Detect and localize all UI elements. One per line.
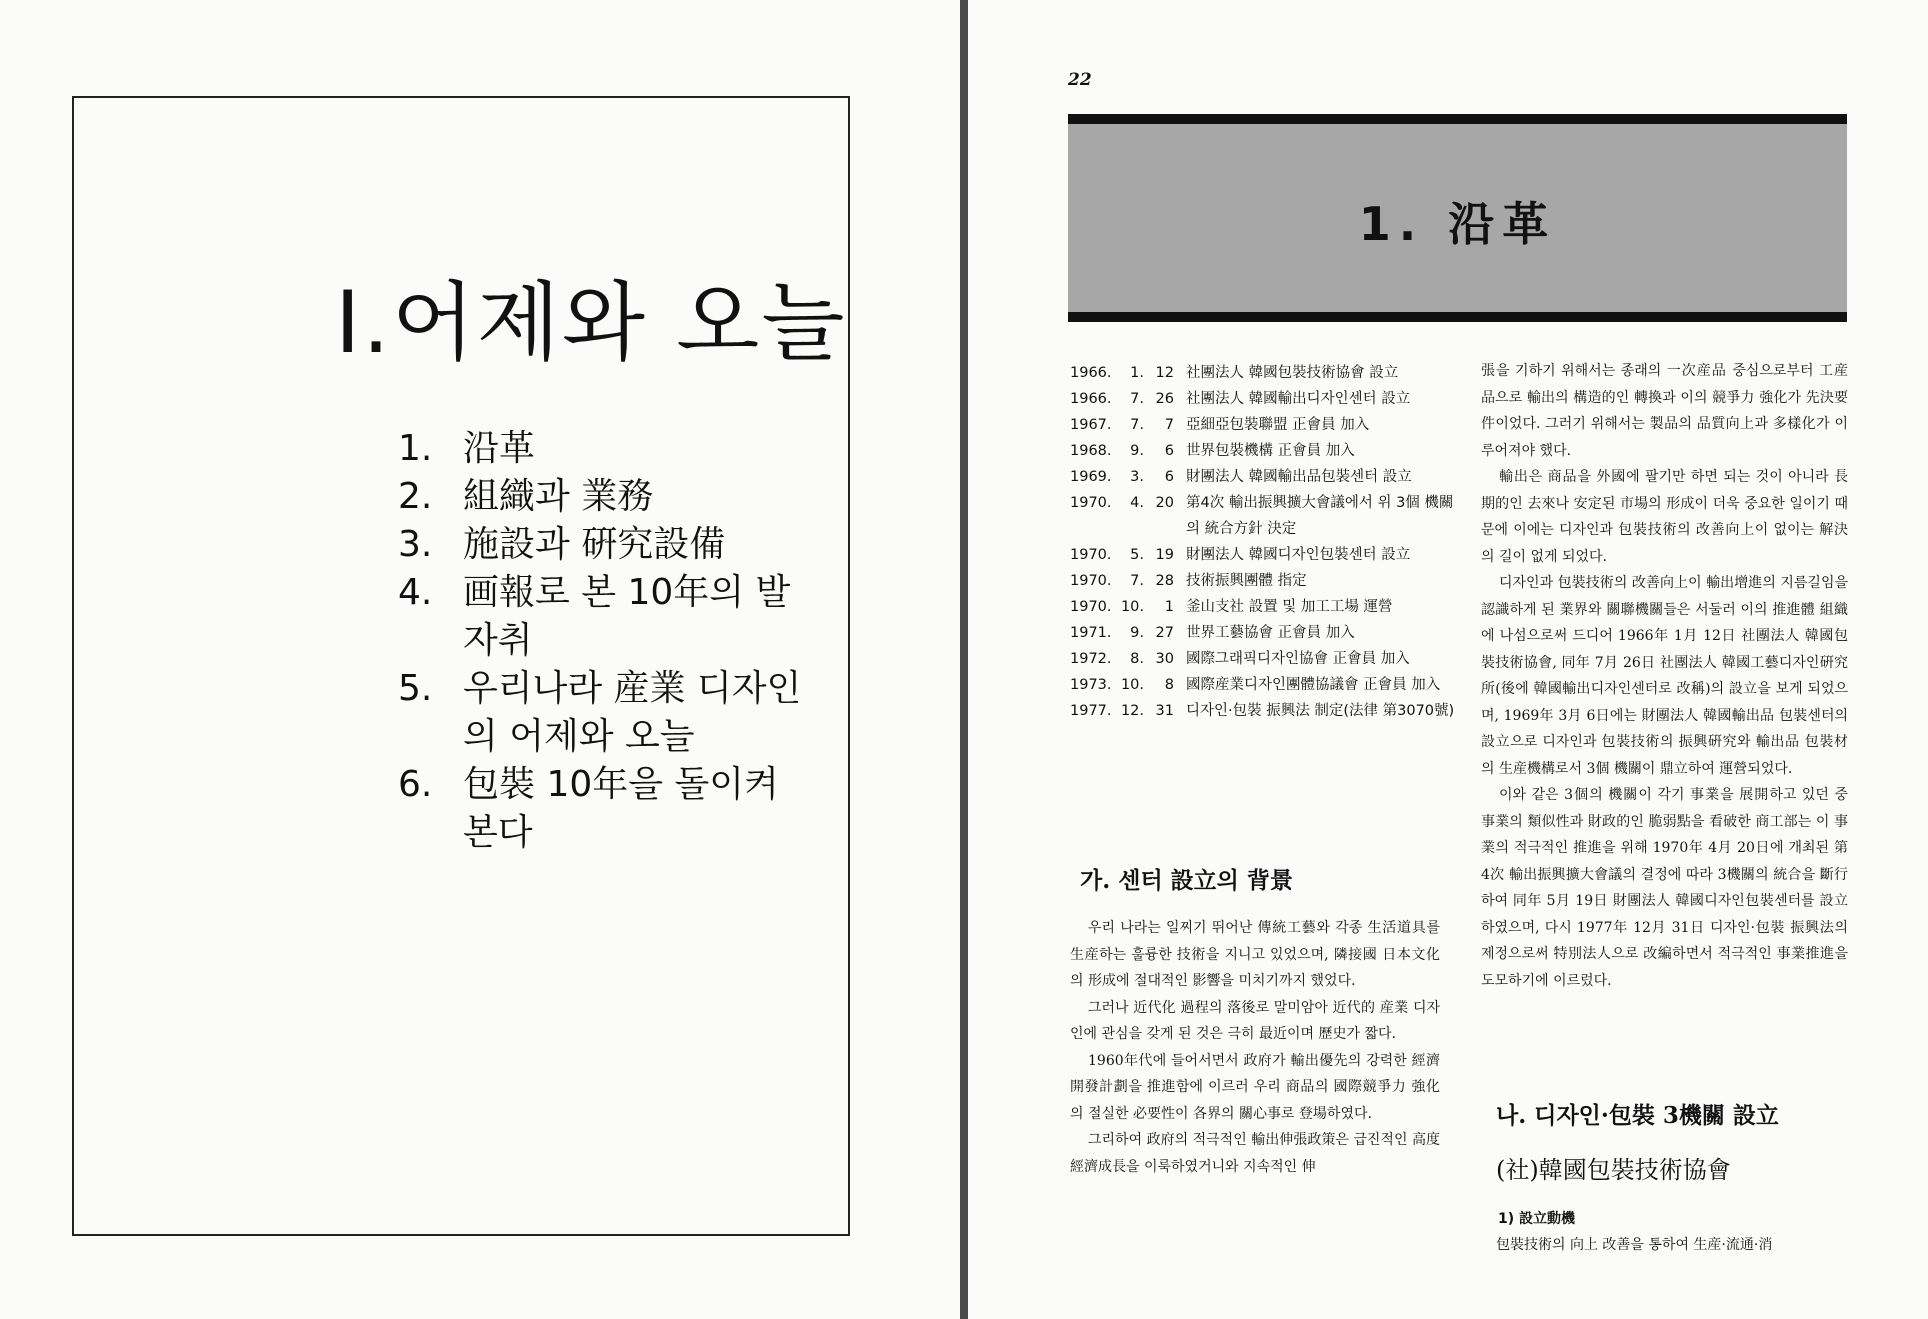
toc-text: 画報로 본 10年의 발자취 — [463, 572, 791, 661]
chron-event: 世界包裝機構 正會員 加入 — [1186, 443, 1355, 459]
banner-title: 1. 沿革 — [1358, 197, 1557, 251]
chron-year: 1970. — [1070, 495, 1112, 511]
toc-text: 施設과 硏究設備 — [463, 524, 726, 565]
chron-year: 1977. — [1070, 703, 1112, 719]
toc-item — [398, 425, 818, 473]
chronology-row — [1070, 386, 1460, 412]
chron-year: 1969. — [1070, 469, 1112, 485]
toc-item — [398, 665, 818, 761]
toc-item — [398, 473, 818, 521]
body-paragraph: 輸出은 商品을 外國에 팔기만 하면 되는 것이 아니라 長期的인 去來나 安定된 市場의 形成이 더욱 중요한 일이기 때문에 이에는 디자인과 包裝技術의 改善向上이 없이는 解決의 길이 없게 되었다. — [1481, 469, 1848, 565]
chron-month: 9. — [1130, 443, 1144, 459]
chron-event: 亞細亞包裝聯盟 正會員 加入 — [1186, 417, 1370, 433]
chron-event: 國際産業디자인團體協議會 正會員 加入 — [1186, 677, 1441, 693]
toc-item — [398, 521, 818, 569]
chronology-row — [1070, 594, 1460, 620]
chron-year: 1972. — [1070, 651, 1112, 667]
organization-subheading: (社)韓國包裝技術協會 — [1496, 1156, 1731, 1184]
chron-event: 社團法人 韓國輸出디자인센터 設立 — [1186, 391, 1411, 407]
chronology-row — [1070, 568, 1460, 594]
section-heading-na: 나. 디자인·包裝 3機關 設立 — [1496, 1102, 1779, 1129]
top-rule — [1068, 114, 1847, 124]
left-page — [0, 0, 960, 1319]
toc-item — [398, 569, 818, 665]
chron-year: 1973. — [1070, 677, 1112, 693]
body-paragraph: 우리 나라는 일찌기 뛰어난 傳統工藝와 각종 生活道具를 生産하는 훌륭한 技術을 지니고 있었으며, 隣接國 日本文化의 形成에 절대적인 影響을 미치기까지 했었다. — [1070, 920, 1440, 989]
body-paragraph: 디자인과 包裝技術의 改善向上이 輸出增進의 지름길임을 認識하게 된 業界와 關聯機關들은 서둘러 이의 推進體 組織에 나섬으로써 드디어 1966年 1月 12日 社團法人 韓國包裝技術協會, 同年 7月 26日 社團法人 韓國工藝디자인硏究所(後에 韓國輸出디자인센터로 改稱)의 設立을 보게 되었으며, 1969年 3月 6日에는 財團法人 韓國輸出品 包裝센터의 設立으로 디자인과 包裝技術의 振興硏究와 輸出品 包裝材의 生産機構로서 3個 機關이 鼎立하여 運營되었다. — [1481, 575, 1848, 777]
chron-event: 財團法人 韓國輸出品包裝센터 設立 — [1186, 469, 1412, 485]
chron-day: 6 — [1164, 443, 1174, 459]
chron-year: 1970. — [1070, 573, 1112, 589]
toc-number: 5. — [398, 668, 433, 709]
chron-event: 釜山支社 設置 및 加工工場 運營 — [1186, 599, 1393, 615]
chron-month: 7. — [1130, 573, 1144, 589]
item-label: 1) 設立動機 — [1498, 1211, 1576, 1227]
chronology-row — [1070, 646, 1460, 672]
chronology-row — [1070, 620, 1460, 646]
chronology-row — [1070, 360, 1460, 386]
chron-event: 社團法人 韓國包裝技術協會 設立 — [1186, 365, 1399, 381]
chron-month: 7. — [1130, 417, 1144, 433]
chron-event: 디자인·包裝 振興法 制定(法律 第3070號) — [1186, 703, 1455, 719]
chron-day: 27 — [1155, 625, 1174, 641]
chron-event: 國際그래픽디자인協會 正會員 加入 — [1186, 651, 1410, 667]
chron-day: 20 — [1155, 495, 1174, 511]
toc-number: 1. — [398, 428, 433, 469]
chron-day: 6 — [1164, 469, 1174, 485]
chron-month: 9. — [1130, 625, 1144, 641]
body-paragraph: 張을 기하기 위해서는 종래의 一次産品 중심으로부터 工産品으로 輸出의 構造的인 轉換과 이의 競爭力 強化가 先決要件이었다. 그러기 위해서는 製品의 品質向上과 多樣化가 이루어져야 했다. — [1481, 363, 1848, 459]
bottom-rule — [1068, 312, 1847, 322]
chronology-row — [1070, 464, 1460, 490]
chron-month: 7. — [1130, 391, 1144, 407]
chron-day: 28 — [1155, 573, 1174, 589]
chron-month: 10. — [1120, 677, 1144, 693]
chron-event: 世界工藝協會 正會員 加入 — [1186, 625, 1355, 641]
chron-day: 26 — [1155, 391, 1174, 407]
page-number: 22 — [1068, 70, 1092, 90]
chron-year: 1970. — [1070, 599, 1112, 615]
chron-day: 1 — [1164, 599, 1174, 615]
chronology-row — [1070, 412, 1460, 438]
chron-month: 1. — [1130, 365, 1144, 381]
chron-event: 技術振興團體 指定 — [1186, 573, 1307, 589]
section-heading-ga: 가. 센터 設立의 背景 — [1080, 867, 1293, 894]
toc-text: 우리나라 産業 디자인의 어제와 오늘 — [463, 668, 802, 757]
body-paragraph: 包裝技術의 向上 改善을 통하여 生産·流通·消 — [1496, 1237, 1773, 1253]
toc-text: 沿革 — [463, 428, 536, 469]
section-ga-body — [1070, 915, 1440, 1180]
chron-year: 1966. — [1070, 391, 1112, 407]
toc-number: 3. — [398, 524, 433, 565]
chron-month: 3. — [1130, 469, 1144, 485]
table-of-contents — [398, 425, 818, 857]
toc-number: 4. — [398, 572, 433, 613]
chron-day: 30 — [1155, 651, 1174, 667]
chron-year: 1966. — [1070, 365, 1112, 381]
toc-text: 組織과 業務 — [463, 476, 654, 517]
chron-month: 10. — [1120, 599, 1144, 615]
chron-month: 12. — [1120, 703, 1144, 719]
chron-month: 4. — [1130, 495, 1144, 511]
chron-event: 財團法人 韓國디자인包裝센터 設立 — [1186, 547, 1411, 563]
chron-event: 第4次 輸出振興擴大會議에서 위 3個 機關의 統合方針 決定 — [1186, 495, 1454, 537]
chron-day: 19 — [1155, 547, 1174, 563]
right-page — [968, 0, 1928, 1319]
chron-day: 31 — [1155, 703, 1174, 719]
chron-day: 8 — [1164, 677, 1174, 693]
section-banner — [1068, 124, 1847, 312]
body-paragraph: 이와 같은 3個의 機關이 각기 事業을 展開하고 있던 중 事業의 類似性과 財政的인 脆弱點을 看破한 商工部는 이 事業의 적극적인 推進을 위해 1970年 4月 20日에 개최된 第4次 輸出振興擴大會議의 결정에 따라 3機關의 統合을 斷行하여 同年 5月 19日 財團法人 韓國디자인包裝센터를 設立하였으며, 다시 1977年 12月 31日 디자인·包裝 振興法의 제정으로써 特別法人으로 改編하면서 적극적인 事業推進을 도모하기에 이르렀다. — [1481, 787, 1848, 989]
chron-year: 1971. — [1070, 625, 1112, 641]
chron-month: 8. — [1130, 651, 1144, 667]
body-paragraph: 그러나 近代化 過程의 落後로 말미암아 近代的 産業 디자인에 관심을 갖게 된 것은 극히 最近이며 歷史가 짧다. — [1070, 999, 1440, 1042]
chronology-row — [1070, 698, 1460, 724]
chronology-row — [1070, 672, 1460, 698]
toc-number: 2. — [398, 476, 433, 517]
chron-day: 7 — [1164, 417, 1174, 433]
chronology-row — [1070, 490, 1460, 542]
chronology-row — [1070, 542, 1460, 568]
chronology-list — [1070, 360, 1460, 724]
chronology-row — [1070, 438, 1460, 464]
body-paragraph: 1960年代에 들어서면서 政府가 輸出優先의 강력한 經濟開發計劃을 推進함에 이르러 우리 商品의 國際競爭力 強化의 절실한 必要性이 各界의 關心事로 登場하였다. — [1070, 1052, 1440, 1122]
chron-year: 1968. — [1070, 443, 1112, 459]
right-column-body — [1481, 358, 1848, 994]
chron-year: 1970. — [1070, 547, 1112, 563]
chron-month: 5. — [1130, 547, 1144, 563]
toc-item — [398, 761, 818, 857]
chron-year: 1967. — [1070, 417, 1112, 433]
toc-text: 包裝 10年을 돌이켜 본다 — [463, 764, 779, 853]
item-text — [1496, 1232, 1856, 1259]
toc-number: 6. — [398, 764, 433, 805]
chapter-title: I.어제와 오늘 — [335, 273, 847, 373]
chron-day: 12 — [1155, 365, 1174, 381]
body-paragraph: 그리하여 政府의 적극적인 輸出伸張政策은 급진적인 高度經濟成長을 이룩하였거니와 지속적인 伸 — [1070, 1132, 1440, 1175]
